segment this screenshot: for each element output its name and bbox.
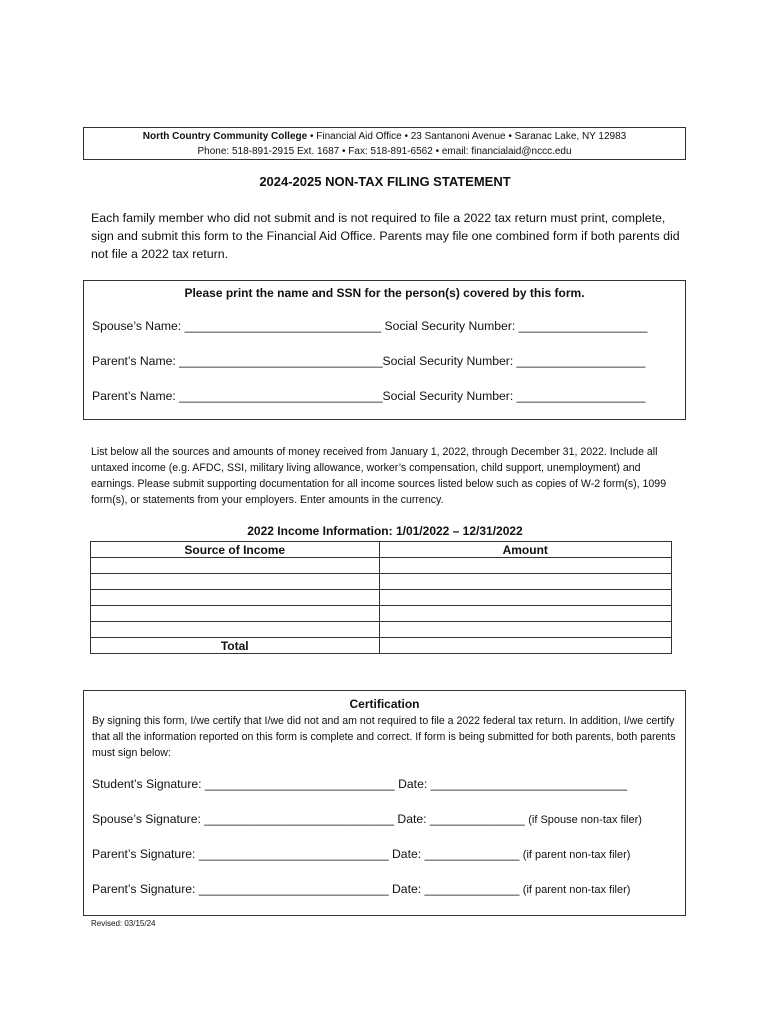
revised-date: Revised: 03/15/24 [91, 919, 156, 928]
income-heading: 2022 Income Information: 1/01/2022 – 12/31/2022 [247, 524, 523, 538]
source-cell[interactable] [91, 574, 380, 590]
parent-2-name-ssn-field[interactable]: Parent’s Name: ______________________________Social Security Number: ___________________ [92, 389, 646, 403]
amount-cell[interactable] [379, 558, 672, 574]
amount-cell[interactable] [379, 590, 672, 606]
spouse-signature-field[interactable] [92, 812, 642, 826]
source-cell[interactable] [91, 606, 380, 622]
intro-paragraph: Each family member who did not submit and is not required to file a 2022 tax return must print, complete, sign and submit this form to the Financial Aid Office. Parents may file one combined form if both parents did not file a 2022 tax return. [91, 211, 680, 261]
student-signature-line: Student’s Signature: ____________________________ Date: _____________________________ [92, 777, 628, 791]
amount-header: Amount [379, 542, 672, 558]
form-title: 2024-2025 NON-TAX FILING STATEMENT [259, 174, 511, 189]
parent-1-signature-line: Parent’s Signature: ____________________________ Date: ______________ [92, 847, 523, 861]
persons-heading: Please print the name and SSN for the person(s) covered by this form. [184, 286, 585, 300]
table-row [91, 622, 672, 638]
certification-heading: Certification [349, 697, 420, 711]
spouse-name-ssn-field[interactable]: Spouse’s Name: _____________________________ Social Security Number: ___________________ [92, 319, 648, 333]
certification-text: By signing this form, I/we certify that I/we did not and am not required to file a 2022 federal tax return. In addition, I/we certify that all the information reported on this form is complete and correct. If form is being submitted for both parents, both parents must sign below: [92, 715, 676, 759]
student-signature-field[interactable] [92, 777, 627, 791]
college-name: North Country Community College [142, 131, 308, 142]
table-row [91, 558, 672, 574]
table-row [91, 574, 672, 590]
parent-1-signature-note: (if parent non-tax filer) [522, 849, 631, 861]
parent-2-signature-field[interactable] [92, 882, 630, 896]
college-header-box [83, 127, 686, 160]
amount-cell[interactable] [379, 574, 672, 590]
source-cell[interactable] [91, 622, 380, 638]
total-row [91, 638, 672, 654]
income-table-header [91, 542, 672, 558]
parent-1-name-ssn-field[interactable]: Parent’s Name: ______________________________Social Security Number: ___________________ [92, 354, 646, 368]
total-label: Total [91, 638, 380, 654]
source-of-income-header: Source of Income [91, 542, 380, 558]
persons-covered-box [83, 280, 686, 420]
amount-cell[interactable] [379, 606, 672, 622]
income-table [90, 541, 672, 654]
total-amount-cell[interactable] [379, 638, 672, 654]
table-row [91, 590, 672, 606]
parent-1-signature-field[interactable] [92, 847, 630, 861]
college-address-line [84, 129, 685, 144]
table-row [91, 606, 672, 622]
parent-2-signature-line: Parent’s Signature: ____________________________ Date: ______________ [92, 882, 523, 896]
source-cell[interactable] [91, 558, 380, 574]
certification-box [83, 690, 686, 916]
college-contact-line: Phone: 518-891-2915 Ext. 1687 • Fax: 518-891-6562 • email: financialaid@nccc.edu [197, 146, 572, 157]
office-address: • Financial Aid Office • 23 Santanoni Avenue • Saranac Lake, NY 12983 [307, 131, 627, 142]
source-cell[interactable] [91, 590, 380, 606]
income-instructions: List below all the sources and amounts of money received from January 1, 2022, through December 31, 2022. Include all untaxed income (e.g. AFDC, SSI, military living allowance, worker’s compensation, child support, unemployment) and earnings. Please submit supporting documentation for all income sources listed below such as copies of W-2 form(s), 1099 form(s), or statements from your employers. Enter amounts in the currency. [91, 446, 667, 506]
parent-2-signature-note: (if parent non-tax filer) [522, 884, 631, 896]
spouse-signature-note: (if Spouse non-tax filer) [528, 814, 642, 826]
amount-cell[interactable] [379, 622, 672, 638]
spouse-signature-line: Spouse’s Signature: ____________________________ Date: ______________ [92, 812, 529, 826]
